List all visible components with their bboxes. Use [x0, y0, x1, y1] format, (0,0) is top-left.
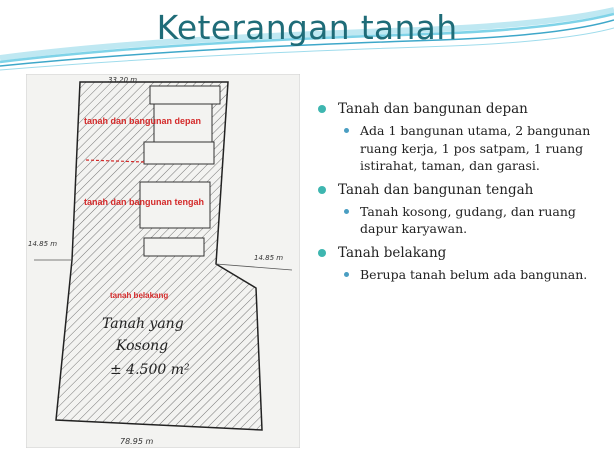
bullet-dot-icon [318, 249, 326, 257]
left-dimension: 14.85 m [28, 240, 58, 248]
bullet-front [318, 100, 608, 118]
handwritten-line-2: Kosong [116, 338, 169, 354]
sub-bullet-front [344, 122, 608, 175]
bullet-back [318, 244, 608, 262]
bullet-dot-icon [318, 105, 326, 113]
sub-bullet-middle [344, 203, 608, 238]
sub-bullet-back-text: Berupa tanah belum ada bangunan. [360, 266, 588, 282]
sub-bullet-dot-icon [344, 128, 349, 133]
sub-bullet-dot-icon [344, 272, 349, 277]
label-back-land: tanah belakang [110, 291, 169, 300]
bullet-list [318, 100, 608, 289]
handwritten-line-3: ± 4.500 m² [110, 362, 190, 378]
bullet-middle-text: Tanah dan bangunan tengah [338, 181, 534, 198]
right-dimension: 14.85 m [254, 254, 284, 262]
sub-bullet-back [344, 266, 608, 284]
sub-bullet-dot-icon [344, 209, 349, 214]
bullet-back-text: Tanah belakang [338, 244, 447, 261]
sub-bullet-middle-text: Tanah kosong, gudang, dan ruang dapur karyawan. [360, 203, 576, 236]
bottom-dimension: 78.95 m [120, 437, 154, 446]
top-dimension: 33.20 m [108, 76, 138, 84]
bullet-middle [318, 181, 608, 199]
label-front-land: tanah dan bangunan depan [84, 116, 202, 126]
land-plan-image [26, 74, 300, 448]
slide-title: Keterangan tanah [156, 8, 458, 47]
sub-bullet-front-text: Ada 1 bangunan utama, 2 bangunan ruang kerja, 1 pos satpam, 1 ruang istirahat, taman, dan garasi. [360, 123, 591, 173]
handwritten-line-1: Tanah yang [102, 316, 184, 332]
label-middle-land: tanah dan bangunan tengah [84, 197, 205, 207]
bullet-front-text: Tanah dan bangunan depan [338, 101, 528, 117]
bullet-dot-icon [318, 186, 326, 194]
